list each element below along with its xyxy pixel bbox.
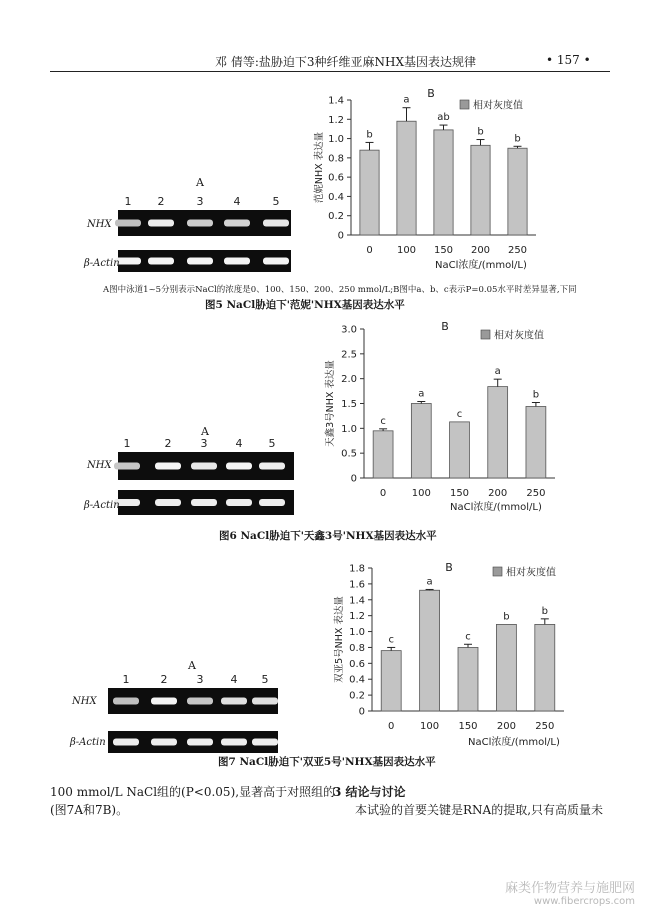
- fig6-chart-legend-swatch: [481, 330, 490, 339]
- fig5-chart-x-tick-label: 100: [396, 245, 417, 256]
- fig7-chart-bar: [420, 590, 440, 711]
- fig6-chart-y-tick-label: 2.5: [341, 349, 357, 361]
- fig5-chart-bar: [397, 121, 416, 235]
- fig5-chart-x-tick-label: 0: [366, 245, 373, 256]
- section-heading: 3 结论与讨论: [333, 785, 406, 799]
- fig6-chart-x-tick-label: 0: [379, 488, 387, 499]
- fig5-chart-bar: [508, 148, 527, 235]
- fig6-chart-significance-letter: c: [456, 408, 463, 420]
- fig5-chart-x-tick-label: 200: [470, 245, 491, 256]
- fig6-gel-lane-number: 5: [268, 437, 276, 450]
- fig5-chart-y-tick-label: 0.6: [328, 172, 344, 184]
- fig7-gel-band: [187, 698, 213, 705]
- fig7-gel-lane-number: 5: [261, 673, 269, 686]
- fig7-gel-band: [113, 739, 139, 746]
- fig7-gel-band: [252, 698, 278, 705]
- fig7-chart-bar: [381, 651, 401, 711]
- fig7-chart-x-tick-label: 0: [388, 721, 395, 732]
- fig6-chart-x-tick-label: 100: [411, 488, 431, 499]
- fig6-caption: 图6 NaCl胁迫下'天鑫3号'NHX基因表达水平: [219, 530, 437, 542]
- fig5-chart-panel-label: B: [427, 87, 435, 100]
- fig5-chart-bar: [471, 145, 490, 235]
- fig7-chart-significance-letter: b: [503, 611, 510, 623]
- fig7-chart-x-tick-label: 250: [535, 721, 555, 732]
- fig7-chart-y-tick-label: 0.4: [349, 674, 365, 686]
- fig6-chart-y-tick-label: 0.5: [341, 448, 357, 460]
- fig5-gel-band: [224, 258, 250, 265]
- fig5-chart-significance-letter: b: [514, 133, 521, 145]
- fig7-chart-y-tick-label: 0: [358, 706, 365, 718]
- fig7-gel-row-actin: β-Actin: [70, 737, 106, 748]
- fig7-chart-significance-letter: a: [426, 576, 433, 588]
- fig6-gel-band: [114, 463, 140, 470]
- fig7-gel-lane-number: 4: [230, 673, 238, 686]
- fig5-chart-x-tick-label: 150: [433, 245, 454, 256]
- fig7-gel-band: [252, 739, 278, 746]
- fig5-gel-band: [187, 220, 213, 227]
- fig6-gel-band: [259, 499, 285, 506]
- fig5-gel-lane-number: 3: [196, 195, 204, 208]
- fig7-chart-legend-swatch: [493, 567, 502, 576]
- fig5-gel-band: [148, 220, 174, 227]
- fig5-chart-legend-label: 相对灰度值: [473, 100, 523, 112]
- fig5-chart-y-tick-label: 0.2: [328, 211, 344, 223]
- fig7-chart-y-tick-label: 1.4: [349, 595, 365, 607]
- fig7-chart-y-tick-label: 0.8: [349, 642, 365, 654]
- watermark: [505, 882, 635, 907]
- fig6-chart-bar: [526, 406, 546, 478]
- fig7-chart-y-tick-label: 0.6: [349, 658, 365, 670]
- fig5-gel-band: [187, 258, 213, 265]
- fig5-chart-significance-letter: b: [366, 129, 373, 141]
- fig7-gel-lane-number: 2: [160, 673, 168, 686]
- fig7-gel-band: [221, 739, 247, 746]
- fig5-gel-row-nhx: NHX: [87, 219, 112, 230]
- fig7-chart-y-tick-label: 1.6: [349, 579, 365, 591]
- fig7-gel-band: [187, 739, 213, 746]
- fig5-chart-y-axis-label: 范妮NHX 表达量: [314, 131, 325, 204]
- body-left-line-2: (图7A和7B)。: [50, 803, 129, 817]
- fig5-gel-lane-number: 5: [272, 195, 280, 208]
- fig6-chart-x-axis-label: NaCl浓度/(mmol/L): [450, 502, 542, 513]
- fig5-chart-y-tick-label: 0: [337, 230, 344, 242]
- fig5-chart-significance-letter: b: [477, 126, 484, 138]
- running-header-title: 邓 倩等:盐胁迫下3种纤维亚麻NHX基因表达规律: [215, 55, 477, 69]
- fig6-chart-y-tick-label: 0: [350, 473, 357, 485]
- fig6-chart-bar: [488, 387, 508, 478]
- fig7-gel-band: [151, 698, 177, 705]
- fig6-chart-y-tick-label: 1.5: [341, 399, 357, 410]
- fig6-gel-band: [259, 463, 285, 470]
- fig7-chart-y-tick-label: 1.8: [349, 563, 365, 575]
- fig6-gel-row-actin: β-Actin: [84, 500, 120, 511]
- fig5-gel-band: [263, 258, 289, 265]
- fig5-chart-significance-letter: ab: [437, 112, 450, 124]
- fig6-chart-bar: [450, 422, 470, 478]
- fig7-chart-panel-label: B: [445, 561, 453, 574]
- fig6-chart-panel-label: B: [441, 320, 449, 333]
- fig7-gel-band: [113, 698, 139, 705]
- fig5-chart-y-tick-label: 0.8: [328, 153, 344, 165]
- fig7-chart-x-tick-label: 150: [458, 721, 478, 732]
- fig7-gel-row-nhx: NHX: [72, 696, 97, 707]
- fig7-chart-y-axis-label: 双亚5号NHX 表达量: [334, 596, 345, 683]
- fig5-gel-row-actin: β-Actin: [84, 258, 120, 269]
- fig7-chart-y-tick-label: 1.0: [349, 627, 365, 639]
- fig5-gel-lane-number: 2: [157, 195, 165, 208]
- fig7-gel-lane-number: 1: [122, 673, 130, 686]
- fig5-chart-y-tick-label: 0.4: [328, 191, 344, 203]
- watermark-line-2: www.fibercrops.com: [533, 896, 635, 908]
- fig6-chart-significance-letter: b: [532, 389, 540, 401]
- fig7-chart-significance-letter: b: [541, 605, 548, 617]
- fig5-chart-significance-letter: a: [403, 94, 410, 106]
- fig7-chart-legend-label: 相对灰度值: [506, 567, 556, 579]
- fig7-chart-bar: [535, 624, 555, 711]
- fig7-gel-lane-number: 3: [196, 673, 204, 686]
- fig6-chart-legend-label: 相对灰度值: [494, 330, 544, 342]
- fig6-chart-y-axis-label: 天鑫3号NHX 表达量: [325, 360, 336, 447]
- fig6-chart-x-tick-label: 200: [488, 488, 508, 499]
- fig5-chart-y-tick-label: 1.4: [328, 95, 344, 107]
- fig5-gel-band: [224, 220, 250, 227]
- fig5-chart-legend-swatch: [460, 100, 469, 109]
- fig6-gel-band: [155, 463, 181, 470]
- fig5-gel-lane-number: 4: [233, 195, 241, 208]
- fig7-chart-x-tick-label: 200: [496, 721, 516, 732]
- fig5-chart-y-tick-label: 1.2: [328, 114, 344, 126]
- fig6-chart-significance-letter: c: [380, 415, 386, 427]
- fig6-gel-band: [226, 499, 252, 506]
- fig7-chart-y-tick-label: 0.2: [349, 690, 365, 702]
- fig5-chart-x-axis-label: NaCl浓度/(mmol/L): [435, 260, 527, 271]
- fig5-chart-bar: [360, 150, 379, 235]
- fig7-gel-band: [151, 739, 177, 746]
- fig5-chart-y-tick-label: 1.0: [328, 134, 344, 146]
- fig5-gel-lane-number: 1: [124, 195, 132, 208]
- fig6-chart-x-tick-label: 250: [526, 488, 546, 499]
- fig7-chart-bar: [496, 624, 516, 711]
- body-right-line-1: 本试验的首要关键是RNA的提取,只有高质量未: [355, 803, 604, 817]
- fig5-chart-x-tick-label: 250: [507, 245, 528, 256]
- fig6-gel-lane-number: 3: [200, 437, 208, 450]
- body-left-line-1: 100 mmol/L NaCl组的(P<0.05),显著高于对照组的: [50, 785, 336, 799]
- fig5-gel-band: [115, 220, 141, 227]
- fig6-gel-band: [191, 499, 217, 506]
- fig6-gel-lane-number: 2: [164, 437, 172, 450]
- fig6-chart-bar: [373, 431, 393, 478]
- fig6-gel-band: [155, 499, 181, 506]
- fig7-chart-y-tick-label: 1.2: [349, 611, 365, 623]
- fig6-gel-band: [226, 463, 252, 470]
- fig7-gel-panel-label: A: [188, 659, 196, 672]
- fig6-chart-significance-letter: a: [494, 366, 501, 378]
- fig7-chart-x-axis-label: NaCl浓度/(mmol/L): [468, 737, 560, 748]
- fig6-gel-row-nhx: NHX: [87, 460, 112, 471]
- fig5-note: A图中泳道1~5分别表示NaCl的浓度是0、100、150、200、250 mmol/L;B图中a、b、c表示P=0.05水平时差异显著,下同: [103, 285, 577, 295]
- fig6-gel-lane-number: 1: [123, 437, 131, 450]
- page-number: • 157 •: [546, 53, 591, 67]
- fig5-gel-band: [148, 258, 174, 265]
- fig5-gel-panel-label: A: [196, 176, 204, 189]
- fig6-chart-y-tick-label: 1.0: [341, 423, 357, 435]
- fig7-chart-significance-letter: c: [388, 634, 394, 646]
- fig6-gel-band: [191, 463, 217, 470]
- fig6-chart-y-tick-label: 3.0: [341, 324, 357, 336]
- fig5-chart-bar: [434, 130, 453, 235]
- fig6-chart-x-tick-label: 150: [449, 488, 470, 499]
- fig7-chart-bar: [458, 647, 478, 711]
- fig5-gel-band: [263, 220, 289, 227]
- fig6-chart-bar: [411, 404, 431, 479]
- fig7-gel-band: [221, 698, 247, 705]
- fig6-chart-significance-letter: a: [418, 388, 425, 400]
- fig5-caption: 图5 NaCl胁迫下'范妮'NHX基因表达水平: [205, 299, 405, 311]
- fig6-gel-lane-number: 4: [235, 437, 243, 450]
- fig6-gel-panel-label: A: [201, 425, 209, 438]
- watermark-line-1: 麻类作物营养与施肥网: [504, 881, 635, 896]
- fig6-chart-y-tick-label: 2.0: [341, 374, 357, 386]
- fig7-caption: 图7 NaCl胁迫下'双亚5号'NHX基因表达水平: [218, 756, 436, 768]
- fig7-chart-x-tick-label: 100: [420, 721, 440, 732]
- fig7-chart-significance-letter: c: [465, 631, 471, 643]
